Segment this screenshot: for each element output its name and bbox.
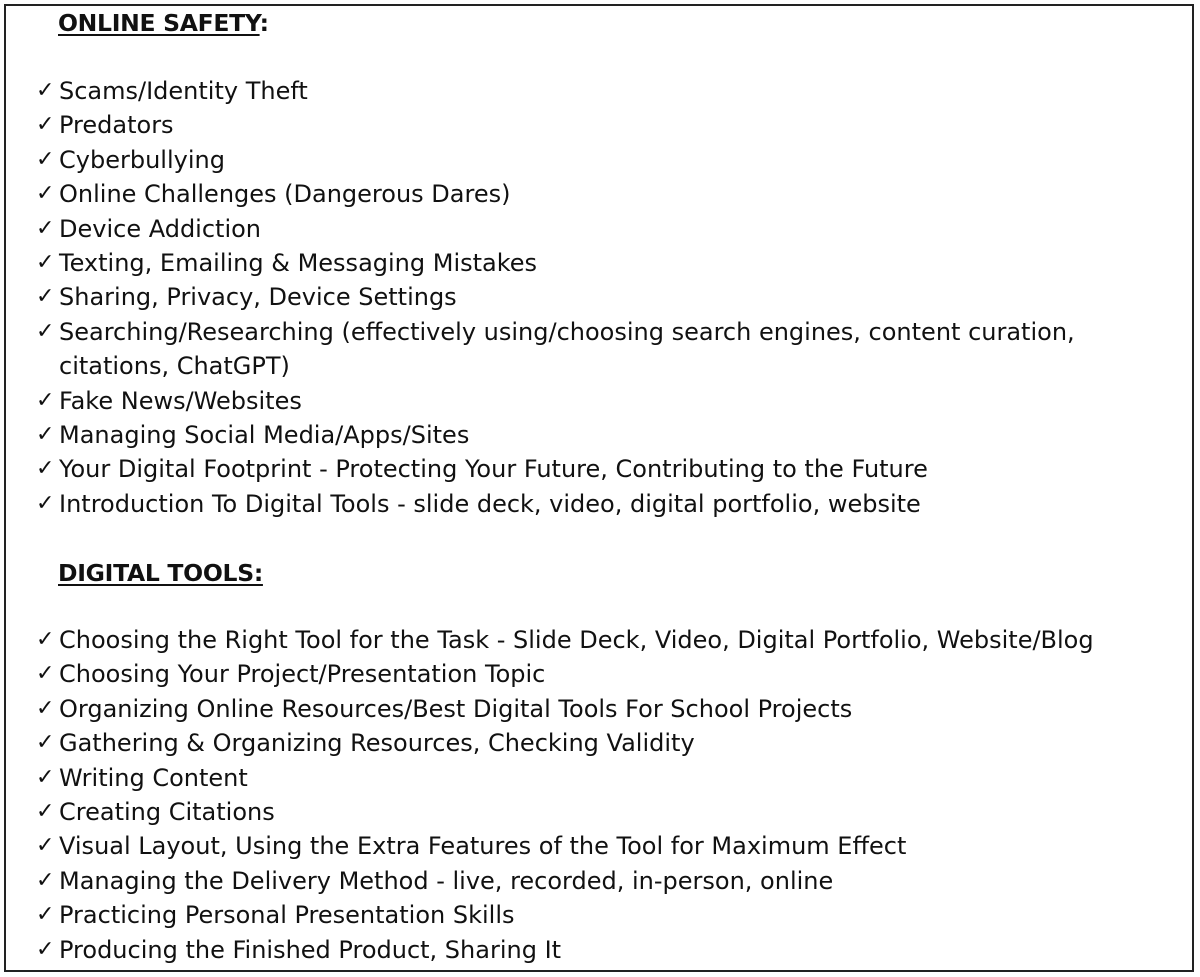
list-item: ✓ Choosing the Right Tool for the Task - Slide Deck, Video, Digital Portfolio, Website/Blog <box>36 623 1176 657</box>
checkmark-icon: ✓ <box>36 78 55 103</box>
list-item: ✓ Searching/Researching (effectively using/choosing search engines, content curation, citations, ChatGPT) <box>36 315 1176 384</box>
checkmark-icon: ✓ <box>36 867 55 893</box>
list-item: ✓ Fake News/Websites <box>36 384 1176 418</box>
list-item: ✓ Managing the Delivery Method - live, recorded, in-person, online <box>36 864 1176 898</box>
list-item: ✓ Your Digital Footprint - Protecting Your Future, Contributing to the Future <box>36 452 1176 486</box>
checkmark-icon: ✓ <box>36 764 55 790</box>
section-heading-digital-tools <box>58 558 263 588</box>
checkmark-icon: ✓ <box>36 456 55 482</box>
list-item: ✓ Introduction To Digital Tools - slide deck, video, digital portfolio, website <box>36 487 1176 521</box>
list-item: ✓ Device Addiction <box>36 212 1176 246</box>
digital-tools-list <box>36 623 1176 967</box>
checkmark-icon: ✓ <box>36 799 55 825</box>
checkmark-icon: ✓ <box>36 627 55 652</box>
checkmark-icon: ✓ <box>36 146 55 172</box>
list-item: ✓ Sharing, Privacy, Device Settings <box>36 280 1176 314</box>
checkmark-icon: ✓ <box>36 215 55 241</box>
list-item: ✓ Practicing Personal Presentation Skills <box>36 898 1176 932</box>
checkmark-icon: ✓ <box>36 250 55 276</box>
section-heading-text: ONLINE SAFETY <box>58 9 260 37</box>
checkmark-icon: ✓ <box>36 936 55 962</box>
checkmark-icon: ✓ <box>36 490 55 516</box>
list-item: ✓ Choosing Your Project/Presentation Topic <box>36 657 1176 691</box>
checkmark-icon: ✓ <box>36 730 55 756</box>
online-safety-list <box>36 74 1176 521</box>
list-item: ✓ Predators <box>36 108 1176 142</box>
checkmark-icon: ✓ <box>36 422 55 448</box>
checkmark-icon: ✓ <box>36 284 55 310</box>
checkmark-icon: ✓ <box>36 181 55 207</box>
list-item: ✓ Scams/Identity Theft <box>36 74 1176 108</box>
list-item: ✓ Organizing Online Resources/Best Digital Tools For School Projects <box>36 692 1176 726</box>
list-item: ✓ Creating Citations <box>36 795 1176 829</box>
list-item: ✓ Managing Social Media/Apps/Sites <box>36 418 1176 452</box>
checkmark-icon: ✓ <box>36 661 55 687</box>
list-item: ✓ Cyberbullying <box>36 143 1176 177</box>
checkmark-icon: ✓ <box>36 833 55 859</box>
section-heading-online-safety <box>58 8 269 38</box>
checkmark-icon: ✓ <box>36 387 55 413</box>
list-item: ✓ Gathering & Organizing Resources, Checking Validity <box>36 726 1176 760</box>
section-heading-colon: : <box>259 9 269 37</box>
section-heading-text: DIGITAL TOOLS: <box>58 559 263 587</box>
list-item: ✓ Online Challenges (Dangerous Dares) <box>36 177 1176 211</box>
list-item: ✓ Texting, Emailing & Messaging Mistakes <box>36 246 1176 280</box>
checkmark-icon: ✓ <box>36 112 55 138</box>
list-item: ✓ Writing Content <box>36 761 1176 795</box>
list-item: ✓ Visual Layout, Using the Extra Features of the Tool for Maximum Effect <box>36 829 1176 863</box>
checkmark-icon: ✓ <box>36 695 55 721</box>
checkmark-icon: ✓ <box>36 902 55 928</box>
list-item: ✓ Producing the Finished Product, Sharing It <box>36 933 1176 967</box>
checkmark-icon: ✓ <box>36 318 55 344</box>
